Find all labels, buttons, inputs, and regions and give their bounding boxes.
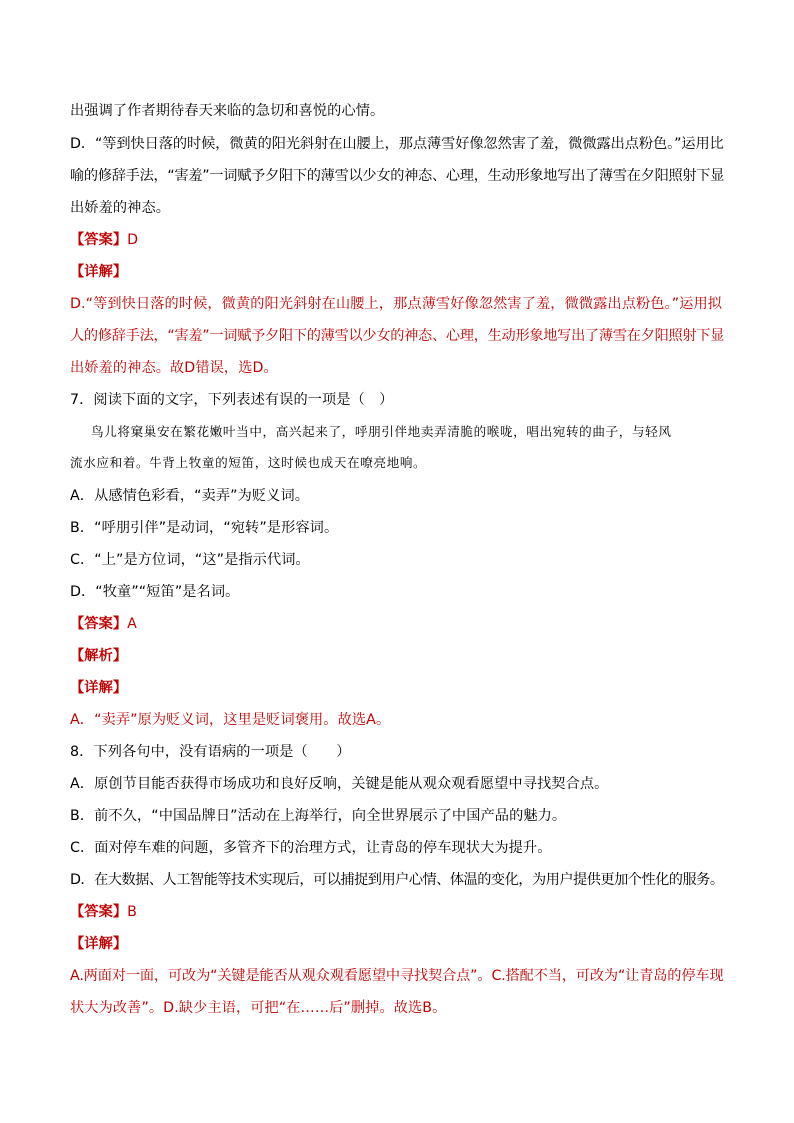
q7-detail-line-1: A．“卖弄”原为贬义词，这里是贬词褒用。故选A。: [70, 712, 391, 728]
q6-option-d-line-1: D．“等到快日落的时候，微黄的阳光斜射在山腰上，那点薄雪好像忽然害了羞，微微露出点粉色。”运用比: [70, 136, 724, 152]
q8-stem: 8．下列各句中，没有语病的一项是（ ）: [70, 744, 351, 760]
q6-option-d-line-3: 出娇羞的神态。: [70, 200, 171, 216]
q6-option-d-line-2: 喻的修辞手法，“害羞”一词赋予夕阳下的薄雪以少女的神态、心理，生动形象地写出了薄雪在夕阳照射下显: [70, 168, 725, 184]
q7-option-c: C．“上”是方位词，“这”是指示代词。: [70, 552, 310, 568]
q8-detail-line-2: 状大为改善”。D.缺少主语，可把“在……后”删掉。故选B。: [70, 1000, 447, 1016]
q6-answer: [70, 230, 138, 250]
q7-stem: 7．阅读下面的文字，下列表述有误的一项是（ ）: [70, 392, 394, 408]
q8-option-c: C．面对停车难的问题，多管齐下的治理方式，让青岛的停车现状大为提升。: [70, 840, 552, 856]
q8-detail-line-1: A.两面对一面，可改为“关键是能否从观众观看愿望中寻找契合点”。C.搭配不当，可改为“让青岛的停车现: [70, 968, 724, 984]
answer-label: 【答案】: [70, 232, 128, 248]
q7-detail-label: 【详解】: [70, 680, 128, 696]
q6-detail-line-3: 出娇羞的神态。故D错误，选D。: [70, 360, 278, 376]
answer-label: 【答案】: [70, 616, 128, 632]
answer-value: D: [127, 232, 139, 248]
q8-detail-label: 【详解】: [70, 936, 128, 952]
q8-option-b: B．前不久，“中国品牌日”活动在上海举行，向全世界展示了中国产品的魅力。: [70, 808, 567, 824]
q6-detail-label: 【详解】: [70, 264, 128, 280]
q7-passage-line-2: 流水应和着。牛背上牧童的短笛，这时候也成天在嘹亮地响。: [70, 455, 427, 470]
q6-tail-line: 出强调了作者期待春天来临的急切和喜悦的心情。: [70, 103, 385, 119]
q8-option-a: A．原创节目能否获得市场成功和良好反响，关键是能从观众观看愿望中寻找契合点。: [70, 776, 609, 792]
q7-option-d: D．“牧童”“短笛”是名词。: [70, 584, 240, 600]
q6-detail-line-2: 人的修辞手法，“害羞”一词赋予夕阳下的薄雪以少女的神态、心理，生动形象地写出了薄雪在夕阳照射下显: [70, 328, 725, 344]
q7-passage-line-1: 鸟儿将窠巢安在繁花嫩叶当中，高兴起来了，呼朋引伴地卖弄清脆的喉咙，唱出宛转的曲子，与轻风: [91, 424, 672, 439]
q7-analysis-label: 【解析】: [70, 648, 128, 664]
q8-answer: [70, 902, 137, 922]
q6-detail-line-1: D.“等到快日落的时候，微黄的阳光斜射在山腰上，那点薄雪好像忽然害了羞，微微露出点粉色。”运用拟: [70, 296, 723, 312]
answer-label: 【答案】: [70, 904, 128, 920]
answer-value: A: [127, 616, 137, 632]
q7-option-b: B．“呼朋引伴”是动词，“宛转”是形容词。: [70, 520, 339, 536]
q7-answer: [70, 614, 137, 634]
answer-value: B: [127, 904, 137, 920]
q8-option-d: D．在大数据、人工智能等技术实现后，可以捕捉到用户心情、体温的变化，为用户提供更加个性化的服务。: [70, 872, 724, 888]
q7-option-a: A．从感情色彩看，“卖弄”为贬义词。: [70, 488, 310, 504]
